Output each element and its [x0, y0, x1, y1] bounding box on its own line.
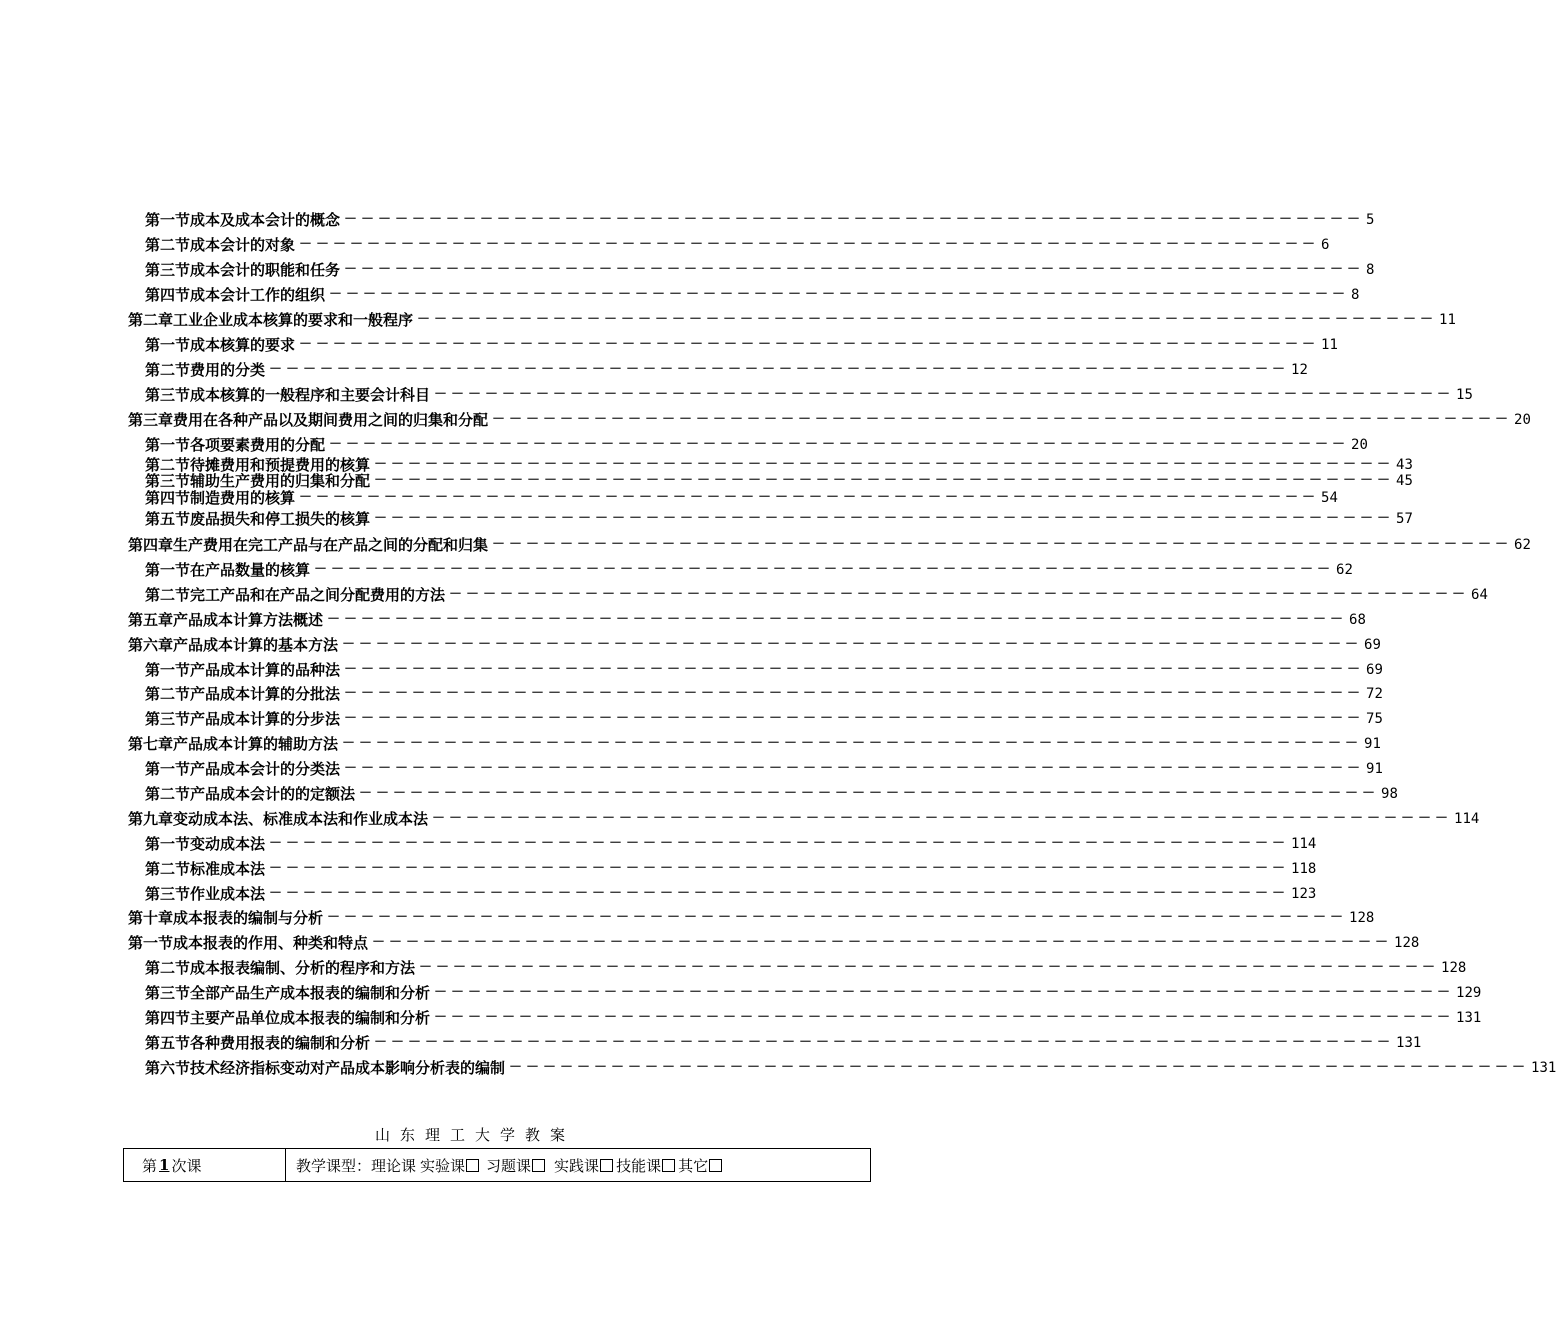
- toc-entry-title: 第六章产品成本计算的基本方法: [128, 636, 339, 654]
- toc-dot-leader: －－－－－－－－－－－－－－－－－－－－－－－－－－－－－－－－－－－－－－－－－－－－－－－－－－－－－－－－－－－－: [269, 836, 1290, 851]
- toc-page-number: 20: [1351, 437, 1368, 453]
- toc-entry-title: 第十章成本报表的编制与分析: [128, 909, 324, 927]
- toc-page-number: 54: [1321, 490, 1338, 506]
- toc-dot-leader: －－－－－－－－－－－－－－－－－－－－－－－－－－－－－－－－－－－－－－－－－－－－－－－－－－－－－－－－－－－－: [299, 237, 1320, 252]
- toc-entry-title: 第二节成本报表编制、分析的程序和方法: [145, 959, 416, 977]
- toc-entry-title: 第二节待摊费用和预提费用的核算: [145, 456, 371, 474]
- checkbox-skill[interactable]: [662, 1159, 675, 1172]
- lesson-number: 1: [159, 1156, 170, 1174]
- toc-page-number: 11: [1439, 312, 1456, 328]
- toc-section-entry[interactable]: [145, 883, 1317, 905]
- toc-entry-title: 第二节成本会计的对象: [145, 236, 296, 254]
- toc-page-number: 64: [1471, 587, 1488, 603]
- toc-section-entry[interactable]: [145, 559, 1353, 581]
- toc-chapter-entry[interactable]: [128, 609, 1366, 631]
- toc-dot-leader: －－－－－－－－－－－－－－－－－－－－－－－－－－－－－－－－－－－－－－－－－－－－－－－－－－－－－－－－－－－－: [344, 761, 1365, 776]
- toc-entry-title: 第四节制造费用的核算: [145, 489, 296, 507]
- toc-dot-leader: －－－－－－－－－－－－－－－－－－－－－－－－－－－－－－－－－－－－－－－－－－－－－－－－－－－－－－－－－－－－: [374, 1035, 1395, 1050]
- toc-entry-title: 第一节产品成本会计的分类法: [145, 760, 341, 778]
- toc-entry-title: 第九章变动成本法、标准成本法和作业成本法: [128, 810, 429, 828]
- toc-page-number: 69: [1366, 662, 1383, 678]
- toc-dot-leader: －－－－－－－－－－－－－－－－－－－－－－－－－－－－－－－－－－－－－－－－－－－－－－－－－－－－－－－－－－－－: [299, 337, 1320, 352]
- toc-page-number: 131: [1531, 1060, 1556, 1076]
- toc-section-entry[interactable]: [145, 1057, 1556, 1079]
- toc-dot-leader: －－－－－－－－－－－－－－－－－－－－－－－－－－－－－－－－－－－－－－－－－－－－－－－－－－－－－－－－－－－－: [342, 637, 1363, 652]
- toc-dot-leader: －－－－－－－－－－－－－－－－－－－－－－－－－－－－－－－－－－－－－－－－－－－－－－－－－－－－－－－－－－－－: [434, 985, 1455, 1000]
- toc-dot-leader: －－－－－－－－－－－－－－－－－－－－－－－－－－－－－－－－－－－－－－－－－－－－－－－－－－－－－－－－－－－－: [374, 473, 1395, 488]
- toc-dot-leader: －－－－－－－－－－－－－－－－－－－－－－－－－－－－－－－－－－－－－－－－－－－－－－－－－－－－－－－－－－－－: [509, 1060, 1530, 1075]
- toc-dot-leader: －－－－－－－－－－－－－－－－－－－－－－－－－－－－－－－－－－－－－－－－－－－－－－－－－－－－－－－－－－－－: [492, 412, 1513, 427]
- toc-entry-title: 第七章产品成本计算的辅助方法: [128, 735, 339, 753]
- toc-entry-title: 第三节全部产品生产成本报表的编制和分析: [145, 984, 431, 1002]
- toc-entry-title: 第二节产品成本计算的分批法: [145, 685, 341, 703]
- toc-dot-leader: －－－－－－－－－－－－－－－－－－－－－－－－－－－－－－－－－－－－－－－－－－－－－－－－－－－－－－－－－－－－: [492, 537, 1513, 552]
- toc-page-number: 57: [1396, 511, 1413, 527]
- toc-page-number: 62: [1514, 537, 1531, 553]
- toc-page-number: 131: [1396, 1035, 1422, 1051]
- toc-page-number: 114: [1291, 836, 1317, 852]
- toc-section-entry[interactable]: [145, 234, 1330, 256]
- toc-dot-leader: －－－－－－－－－－－－－－－－－－－－－－－－－－－－－－－－－－－－－－－－－－－－－－－－－－－－－－－－－－－－: [344, 711, 1365, 726]
- toc-entry-title: 第三节辅助生产费用的归集和分配: [145, 472, 371, 490]
- toc-entry-title: 第五节废品损失和停工损失的核算: [145, 510, 371, 528]
- toc-section-entry[interactable]: [145, 384, 1473, 406]
- toc-page-number: 75: [1366, 711, 1383, 727]
- toc-page-number: 20: [1514, 412, 1531, 428]
- toc-entry-title: 第五章产品成本计算方法概述: [128, 611, 324, 629]
- toc-entry-title: 第五节各种费用报表的编制和分析: [145, 1034, 371, 1052]
- opt-exercise: 习题课: [486, 1155, 548, 1176]
- toc-section-entry[interactable]: [145, 584, 1488, 606]
- opt-other: 其它: [678, 1155, 725, 1176]
- toc-entry-title: 第二节标准成本法: [145, 860, 266, 878]
- toc-entry-title: 第四章生产费用在完工产品与在产品之间的分配和归集: [128, 536, 489, 554]
- toc-section-entry[interactable]: [145, 683, 1383, 705]
- checkbox-practice[interactable]: [600, 1159, 613, 1172]
- toc-dot-leader: －－－－－－－－－－－－－－－－－－－－－－－－－－－－－－－－－－－－－－－－－－－－－－－－－－－－－－－－－－－－: [299, 490, 1320, 505]
- toc-section-entry[interactable]: [145, 659, 1383, 681]
- toc-dot-leader: －－－－－－－－－－－－－－－－－－－－－－－－－－－－－－－－－－－－－－－－－－－－－－－－－－－－－－－－－－－－: [372, 935, 1393, 950]
- toc-chapter-entry[interactable]: [128, 634, 1381, 656]
- toc-page-number: 128: [1394, 935, 1420, 951]
- toc-dot-leader: －－－－－－－－－－－－－－－－－－－－－－－－－－－－－－－－－－－－－－－－－－－－－－－－－－－－－－－－－－－－: [417, 312, 1438, 327]
- toc-page-number: 69: [1364, 637, 1381, 653]
- toc-dot-leader: －－－－－－－－－－－－－－－－－－－－－－－－－－－－－－－－－－－－－－－－－－－－－－－－－－－－－－－－－－－－: [269, 861, 1290, 876]
- toc-entry-title: 第三节产品成本计算的分步法: [145, 710, 341, 728]
- lesson-info-table: [123, 1148, 871, 1182]
- toc-section-entry[interactable]: [145, 359, 1308, 381]
- toc-page-number: 91: [1364, 736, 1381, 752]
- toc-section-entry[interactable]: [145, 1032, 1422, 1054]
- toc-dot-leader: －－－－－－－－－－－－－－－－－－－－－－－－－－－－－－－－－－－－－－－－－－－－－－－－－－－－－－－－－－－－: [344, 212, 1365, 227]
- toc-dot-leader: －－－－－－－－－－－－－－－－－－－－－－－－－－－－－－－－－－－－－－－－－－－－－－－－－－－－－－－－－－－－: [419, 960, 1440, 975]
- toc-entry-title: 第六节技术经济指标变动对产品成本影响分析表的编制: [145, 1059, 506, 1077]
- toc-page-number: 129: [1456, 985, 1482, 1001]
- toc-dot-leader: －－－－－－－－－－－－－－－－－－－－－－－－－－－－－－－－－－－－－－－－－－－－－－－－－－－－－－－－－－－－: [344, 662, 1365, 677]
- toc-section-entry[interactable]: [145, 1007, 1482, 1029]
- toc-entry-title: 第二节产品成本会计的的定额法: [145, 785, 356, 803]
- lesson-suffix: 次课: [171, 1156, 202, 1175]
- toc-section-entry[interactable]: [145, 508, 1413, 530]
- lesson-number-cell: [124, 1149, 286, 1181]
- toc-dot-leader: －－－－－－－－－－－－－－－－－－－－－－－－－－－－－－－－－－－－－－－－－－－－－－－－－－－－－－－－－－－－: [344, 262, 1365, 277]
- toc-dot-leader: －－－－－－－－－－－－－－－－－－－－－－－－－－－－－－－－－－－－－－－－－－－－－－－－－－－－－－－－－－－－: [327, 612, 1348, 627]
- toc-entry-title: 第三节成本会计的职能和任务: [145, 261, 341, 279]
- toc-page-number: 128: [1441, 960, 1467, 976]
- toc-dot-leader: －－－－－－－－－－－－－－－－－－－－－－－－－－－－－－－－－－－－－－－－－－－－－－－－－－－－－－－－－－－－: [329, 287, 1350, 302]
- toc-section-entry[interactable]: [145, 708, 1383, 730]
- toc-section-entry[interactable]: [145, 487, 1338, 509]
- toc-dot-leader: －－－－－－－－－－－－－－－－－－－－－－－－－－－－－－－－－－－－－－－－－－－－－－－－－－－－－－－－－－－－: [342, 736, 1363, 751]
- toc-chapter-entry[interactable]: [128, 808, 1480, 830]
- toc-chapter-entry[interactable]: [128, 932, 1420, 954]
- opt-lab: 实验课: [420, 1155, 482, 1176]
- toc-page-number: 91: [1366, 761, 1383, 777]
- checkbox-lab[interactable]: [466, 1159, 479, 1172]
- toc-entry-title: 第二章工业企业成本核算的要求和一般程序: [128, 311, 414, 329]
- toc-page-number: 128: [1349, 910, 1375, 926]
- lesson-type-cell: [286, 1149, 725, 1181]
- toc-page-number: 118: [1291, 861, 1317, 877]
- toc-entry-title: 第一节成本核算的要求: [145, 336, 296, 354]
- toc-dot-leader: －－－－－－－－－－－－－－－－－－－－－－－－－－－－－－－－－－－－－－－－－－－－－－－－－－－－－－－－－－－－: [314, 562, 1335, 577]
- toc-dot-leader: －－－－－－－－－－－－－－－－－－－－－－－－－－－－－－－－－－－－－－－－－－－－－－－－－－－－－－－－－－－－: [432, 811, 1453, 826]
- toc-dot-leader: －－－－－－－－－－－－－－－－－－－－－－－－－－－－－－－－－－－－－－－－－－－－－－－－－－－－－－－－－－－－: [327, 910, 1348, 925]
- toc-entry-title: 第二节完工产品和在产品之间分配费用的方法: [145, 586, 446, 604]
- lesson-prefix: 第: [142, 1156, 158, 1175]
- toc-entry-title: 第三节作业成本法: [145, 885, 266, 903]
- toc-page-number: 6: [1321, 237, 1330, 253]
- toc-section-entry[interactable]: [145, 783, 1398, 805]
- toc-page-number: 123: [1291, 886, 1317, 902]
- toc-entry-title: 第一节成本及成本会计的概念: [145, 211, 341, 229]
- toc-dot-leader: －－－－－－－－－－－－－－－－－－－－－－－－－－－－－－－－－－－－－－－－－－－－－－－－－－－－－－－－－－－－: [434, 1010, 1455, 1025]
- toc-dot-leader: －－－－－－－－－－－－－－－－－－－－－－－－－－－－－－－－－－－－－－－－－－－－－－－－－－－－－－－－－－－－: [434, 387, 1455, 402]
- toc-page-number: 45: [1396, 473, 1413, 489]
- toc-dot-leader: －－－－－－－－－－－－－－－－－－－－－－－－－－－－－－－－－－－－－－－－－－－－－－－－－－－－－－－－－－－－: [344, 686, 1365, 701]
- checkbox-exercise[interactable]: [532, 1159, 545, 1172]
- toc-section-entry[interactable]: [145, 334, 1338, 356]
- toc-page-number: 68: [1349, 612, 1366, 628]
- toc-entry-title: 第一节成本报表的作用、种类和特点: [128, 934, 369, 952]
- toc-entry-title: 第一节各项要素费用的分配: [145, 436, 326, 454]
- toc-entry-title: 第四节成本会计工作的组织: [145, 286, 326, 304]
- toc-section-entry[interactable]: [145, 758, 1383, 780]
- toc-page-number: 62: [1336, 562, 1353, 578]
- toc-page-number: 98: [1381, 786, 1398, 802]
- toc-page-number: 43: [1396, 457, 1413, 473]
- toc-section-entry[interactable]: [145, 957, 1467, 979]
- lesson-type-label: 教学课型：理论课: [296, 1156, 417, 1175]
- checkbox-other[interactable]: [709, 1159, 722, 1172]
- toc-dot-leader: －－－－－－－－－－－－－－－－－－－－－－－－－－－－－－－－－－－－－－－－－－－－－－－－－－－－－－－－－－－－: [359, 786, 1380, 801]
- toc-section-entry[interactable]: [145, 209, 1375, 231]
- toc-dot-leader: －－－－－－－－－－－－－－－－－－－－－－－－－－－－－－－－－－－－－－－－－－－－－－－－－－－－－－－－－－－－: [269, 362, 1290, 377]
- toc-chapter-entry[interactable]: [128, 309, 1456, 331]
- toc-section-entry[interactable]: [145, 434, 1368, 456]
- toc-page-number: 72: [1366, 686, 1383, 702]
- toc-entry-title: 第一节变动成本法: [145, 835, 266, 853]
- toc-chapter-entry[interactable]: [128, 409, 1531, 431]
- toc-dot-leader: －－－－－－－－－－－－－－－－－－－－－－－－－－－－－－－－－－－－－－－－－－－－－－－－－－－－－－－－－－－－: [269, 886, 1290, 901]
- toc-chapter-entry[interactable]: [128, 733, 1381, 755]
- toc-dot-leader: －－－－－－－－－－－－－－－－－－－－－－－－－－－－－－－－－－－－－－－－－－－－－－－－－－－－－－－－－－－－: [449, 587, 1470, 602]
- toc-page-number: 11: [1321, 337, 1338, 353]
- toc-dot-leader: －－－－－－－－－－－－－－－－－－－－－－－－－－－－－－－－－－－－－－－－－－－－－－－－－－－－－－－－－－－－: [374, 457, 1395, 472]
- toc-entry-title: 第三节成本核算的一般程序和主要会计科目: [145, 386, 431, 404]
- toc-section-entry[interactable]: [145, 833, 1317, 855]
- toc-section-entry[interactable]: [145, 284, 1360, 306]
- toc-section-entry[interactable]: [145, 982, 1482, 1004]
- toc-section-entry[interactable]: [145, 259, 1375, 281]
- toc-dot-leader: －－－－－－－－－－－－－－－－－－－－－－－－－－－－－－－－－－－－－－－－－－－－－－－－－－－－－－－－－－－－: [329, 437, 1350, 452]
- toc-entry-title: 第一节产品成本计算的品种法: [145, 661, 341, 679]
- toc-entry-title: 第三章费用在各种产品以及期间费用之间的归集和分配: [128, 411, 489, 429]
- opt-practice: 实践课: [554, 1155, 616, 1176]
- toc-page-number: 8: [1351, 287, 1360, 303]
- toc-entry-title: 第四节主要产品单位成本报表的编制和分析: [145, 1009, 431, 1027]
- university-header: 山东理工大学教案: [374, 1126, 575, 1144]
- toc-entry-title: 第一节在产品数量的核算: [145, 561, 311, 579]
- toc-page-number: 8: [1366, 262, 1375, 278]
- toc-page-number: 12: [1291, 362, 1308, 378]
- toc-page-number: 131: [1456, 1010, 1482, 1026]
- toc-page-number: 15: [1456, 387, 1473, 403]
- opt-skill: 技能课: [616, 1155, 678, 1176]
- toc-section-entry[interactable]: [145, 858, 1317, 880]
- toc-chapter-entry[interactable]: [128, 534, 1531, 556]
- toc-entry-title: 第二节费用的分类: [145, 361, 266, 379]
- toc-chapter-entry[interactable]: [128, 907, 1375, 929]
- toc-dot-leader: －－－－－－－－－－－－－－－－－－－－－－－－－－－－－－－－－－－－－－－－－－－－－－－－－－－－－－－－－－－－: [374, 511, 1395, 526]
- toc-page-number: 114: [1454, 811, 1480, 827]
- toc-page-number: 5: [1366, 212, 1375, 228]
